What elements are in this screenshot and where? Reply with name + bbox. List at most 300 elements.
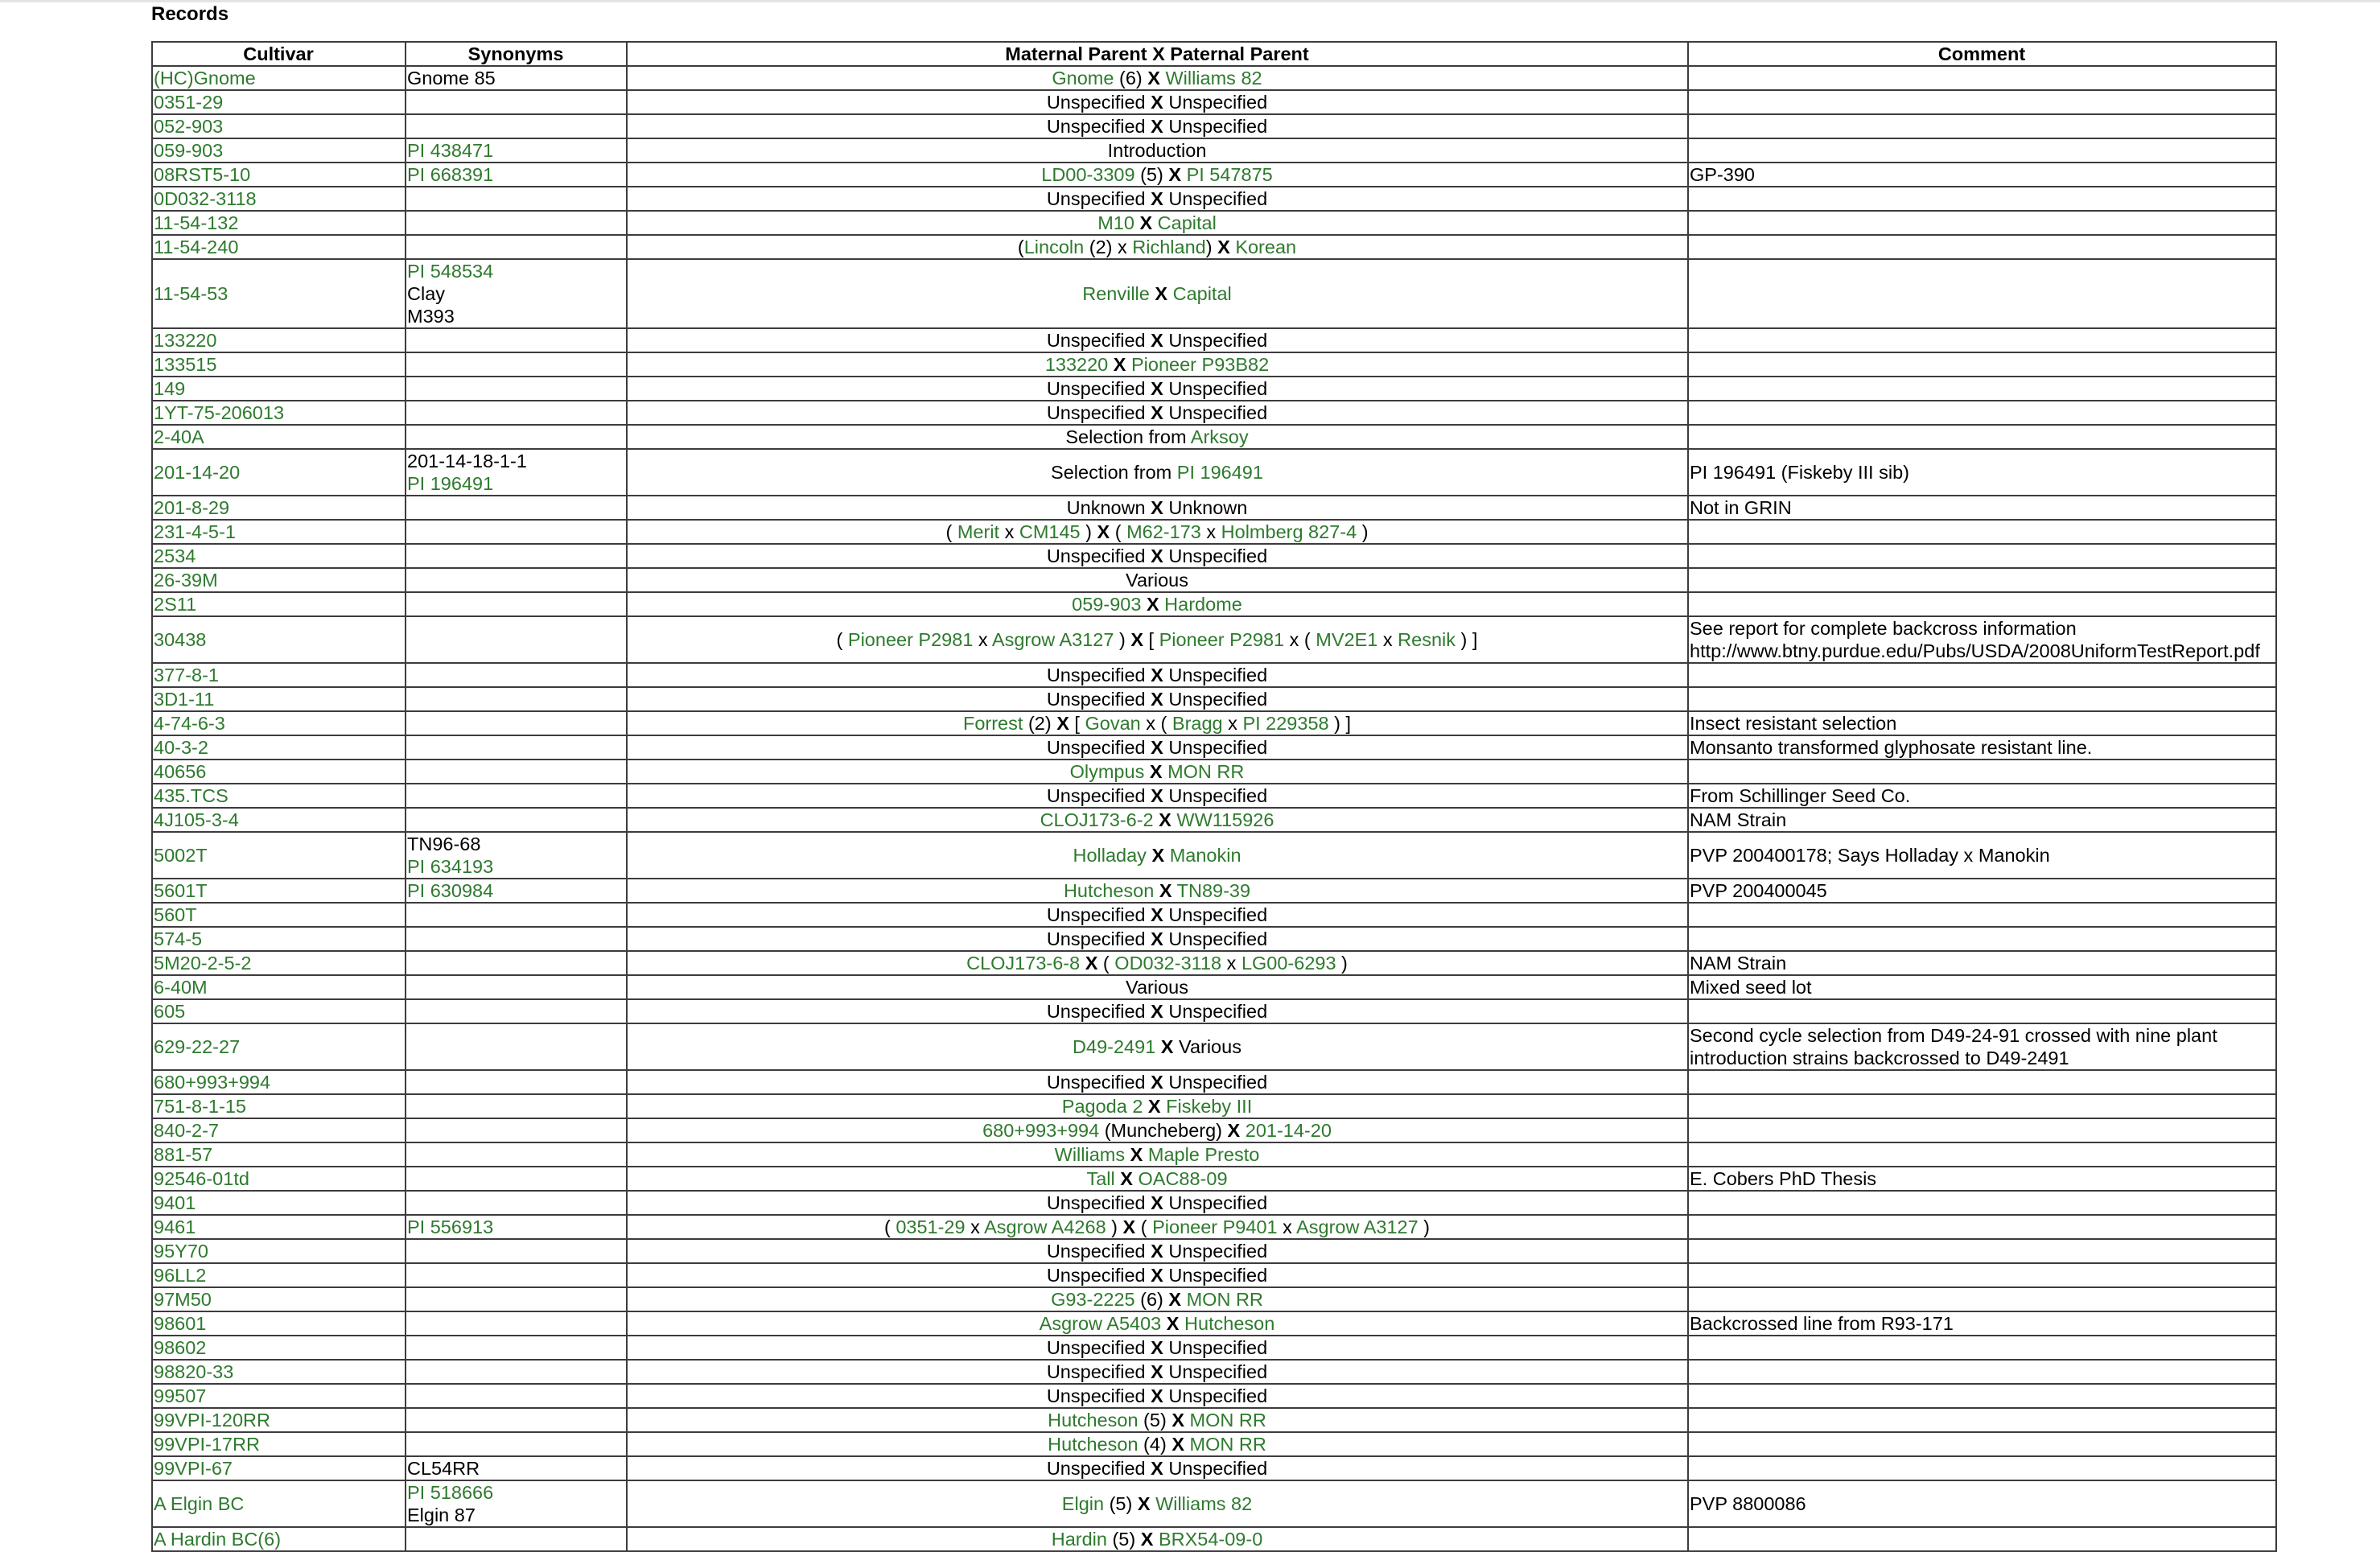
parent-link[interactable]: Lincoln — [1023, 237, 1085, 257]
parent-text: x ( — [1140, 713, 1172, 734]
table-body — [152, 66, 2276, 1551]
parent-link[interactable]: Hardome — [1164, 594, 1242, 615]
cultivar-link[interactable]: 30438 — [154, 629, 207, 650]
comment-cell — [1688, 1432, 2276, 1456]
parent-link[interactable]: Manokin — [1169, 845, 1241, 866]
parent-text: x ( — [1284, 629, 1316, 650]
comment-text: introduction strains backcrossed to D49-2491 — [1690, 1048, 2069, 1068]
comment-text: Backcrossed line from R93-171 — [1690, 1313, 1954, 1334]
cultivar-cell — [152, 1384, 406, 1408]
parent-link[interactable]: Govan — [1085, 713, 1141, 734]
table-row — [152, 1287, 2276, 1311]
comment-cell — [1688, 90, 2276, 114]
table-row — [152, 211, 2276, 235]
table-row — [152, 1239, 2276, 1263]
synonym-text: M393 — [407, 306, 455, 327]
cultivar-link[interactable]: A Elgin BC — [154, 1493, 245, 1514]
cultivar-link[interactable]: 40-3-2 — [154, 737, 208, 758]
parent-link[interactable]: Hutcheson — [1048, 1434, 1139, 1455]
cross-symbol: X — [1227, 1120, 1241, 1141]
parents-cell — [627, 568, 1688, 592]
cultivar-link[interactable]: 680+993+994 — [154, 1072, 271, 1093]
parents-cell — [627, 377, 1688, 401]
header-synonyms: Synonyms — [406, 42, 627, 66]
cross-symbol: X — [1151, 402, 1163, 423]
comment-cell — [1688, 1287, 2276, 1311]
parent-link[interactable]: G93-2225 — [1051, 1289, 1135, 1310]
table-row — [152, 951, 2276, 975]
table-row — [152, 832, 2276, 879]
comment-text: PVP 200400045 — [1690, 880, 1827, 901]
table-row — [152, 879, 2276, 903]
cultivar-link[interactable]: 11-54-132 — [154, 212, 239, 233]
table-row — [152, 520, 2276, 544]
parents-cell — [627, 401, 1688, 425]
cultivar-link[interactable]: 059-903 — [154, 140, 224, 161]
parent-link[interactable]: Merit — [957, 521, 1000, 542]
synonym-link[interactable]: PI 556913 — [407, 1216, 494, 1237]
cultivar-cell — [152, 259, 406, 328]
cultivar-link[interactable]: 201-14-20 — [154, 462, 241, 483]
cross-symbol: X — [1149, 761, 1163, 782]
table-row — [152, 401, 2276, 425]
synonyms-cell — [406, 259, 627, 328]
cultivar-cell — [152, 711, 406, 735]
parent-link[interactable]: Holmberg 827-4 — [1221, 521, 1357, 542]
parent-link[interactable]: Resnik — [1398, 629, 1456, 650]
parent-link[interactable]: MV2E1 — [1316, 629, 1378, 650]
parent-text: Unknown — [1066, 497, 1151, 518]
cultivar-link[interactable]: 605 — [154, 1001, 186, 1022]
cross-symbol: X — [1155, 283, 1168, 304]
parent-link[interactable]: Maple Presto — [1147, 1144, 1260, 1165]
cultivar-link[interactable]: 4J105-3-4 — [154, 809, 239, 830]
parent-text: ) — [1106, 1216, 1123, 1237]
parents-cell — [627, 927, 1688, 951]
parent-text: Unspecified — [1046, 1265, 1151, 1286]
synonyms-cell — [406, 401, 627, 425]
comment-cell — [1688, 1527, 2276, 1551]
parent-link[interactable]: Renville — [1082, 283, 1150, 304]
parent-link[interactable]: Fiskeby III — [1166, 1096, 1253, 1117]
cultivar-link[interactable]: 3D1-11 — [154, 689, 215, 710]
parent-link[interactable]: WW115926 — [1176, 809, 1274, 830]
parent-link[interactable]: CLOJ173-6-2 — [1040, 809, 1154, 830]
cultivar-link[interactable]: 377-8-1 — [154, 665, 219, 685]
synonyms-cell — [406, 1239, 627, 1263]
cultivar-link[interactable]: 92546-01td — [154, 1168, 249, 1189]
parent-link[interactable]: Korean — [1235, 237, 1297, 257]
synonyms-cell — [406, 1070, 627, 1094]
parent-link[interactable]: MON RR — [1167, 761, 1245, 782]
table-row — [152, 1336, 2276, 1360]
cultivar-link[interactable]: 0D032-3118 — [154, 188, 257, 209]
synonym-link[interactable]: PI 634193 — [407, 856, 494, 877]
cross-symbol: X — [1130, 1144, 1143, 1165]
parent-text: x — [965, 1216, 985, 1237]
comment-text: PVP 200400178; Says Holladay x Manokin — [1690, 845, 2050, 866]
parent-link[interactable]: Williams 82 — [1165, 68, 1262, 89]
table-row — [152, 187, 2276, 211]
synonym-text: Clay — [407, 283, 446, 304]
comment-cell — [1688, 1456, 2276, 1480]
cultivar-link[interactable]: 96LL2 — [154, 1265, 207, 1286]
cultivar-link[interactable]: 149 — [154, 378, 186, 399]
synonyms-cell — [406, 1118, 627, 1142]
parents-cell — [627, 879, 1688, 903]
cultivar-cell — [152, 592, 406, 616]
table-row — [152, 1263, 2276, 1287]
comment-cell — [1688, 328, 2276, 352]
comment-cell — [1688, 496, 2276, 520]
parents-cell — [627, 1263, 1688, 1287]
parent-text: Unspecified — [1046, 92, 1151, 113]
cultivar-cell — [152, 328, 406, 352]
cultivar-link[interactable]: 2S11 — [154, 594, 197, 615]
synonyms-cell — [406, 544, 627, 568]
parent-text: x — [1200, 521, 1221, 542]
parent-link[interactable]: PI 196491 — [1176, 462, 1263, 483]
parents-cell — [627, 999, 1688, 1023]
cross-symbol: X — [1171, 1410, 1184, 1431]
comment-cell — [1688, 1167, 2276, 1191]
cultivar-cell — [152, 235, 406, 259]
parent-text: Unspecified — [1046, 1458, 1151, 1479]
comment-cell — [1688, 211, 2276, 235]
parent-text: ) ] — [1328, 713, 1352, 734]
parent-link[interactable]: Forrest — [962, 713, 1023, 734]
parent-text: ( — [1110, 521, 1127, 542]
cultivar-link[interactable]: 08RST5-10 — [154, 164, 251, 185]
comment-cell — [1688, 832, 2276, 879]
parents-cell — [627, 520, 1688, 544]
cultivar-link[interactable]: 133515 — [154, 354, 217, 375]
cultivar-link[interactable]: 560T — [154, 904, 197, 925]
parents-cell — [627, 1480, 1688, 1527]
comment-cell — [1688, 592, 2276, 616]
parents-cell — [627, 592, 1688, 616]
parents-cell — [627, 903, 1688, 927]
synonyms-cell — [406, 1360, 627, 1384]
parents-cell — [627, 663, 1688, 687]
cultivar-link[interactable]: 99507 — [154, 1385, 207, 1406]
table-row — [152, 903, 2276, 927]
parent-link[interactable]: LG00-6293 — [1241, 953, 1336, 974]
synonyms-cell — [406, 760, 627, 784]
cultivar-link[interactable]: 0351-29 — [154, 92, 224, 113]
cultivar-link[interactable]: 840-2-7 — [154, 1120, 219, 1141]
parent-text: Unspecified — [1046, 116, 1151, 137]
synonyms-cell — [406, 328, 627, 352]
cultivar-link[interactable]: 574-5 — [154, 928, 203, 949]
comment-cell — [1688, 927, 2276, 951]
cultivar-link[interactable]: 98602 — [154, 1337, 207, 1358]
parent-link[interactable]: Arksoy — [1190, 426, 1249, 447]
synonym-link[interactable]: PI 548534 — [407, 261, 494, 282]
cross-symbol: X — [1151, 1265, 1163, 1286]
parents-cell — [627, 1384, 1688, 1408]
table-row — [152, 760, 2276, 784]
synonyms-cell — [406, 1142, 627, 1167]
parent-text: ) — [1114, 629, 1131, 650]
parent-link[interactable]: Pioneer P93B82 — [1131, 354, 1270, 375]
parent-text: Unspecified — [1046, 330, 1151, 351]
cross-symbol: X — [1113, 354, 1126, 375]
synonym-link[interactable]: PI 518666 — [407, 1482, 494, 1503]
cultivar-link[interactable]: 99VPI-17RR — [154, 1434, 260, 1455]
parents-cell — [627, 1142, 1688, 1167]
synonyms-cell — [406, 90, 627, 114]
cultivar-cell — [152, 1527, 406, 1551]
cultivar-link[interactable]: 881-57 — [154, 1144, 213, 1165]
parent-link[interactable]: Pioneer P2981 — [847, 629, 974, 650]
parent-link[interactable]: OAC88-09 — [1138, 1168, 1228, 1189]
cultivar-link[interactable]: A Hardin BC(6) — [154, 1529, 282, 1550]
parent-link[interactable]: Hutcheson — [1063, 880, 1155, 901]
cultivar-link[interactable]: 95Y70 — [154, 1241, 208, 1262]
cultivar-cell — [152, 449, 406, 496]
cultivar-link[interactable]: 98601 — [154, 1313, 207, 1334]
cultivar-link[interactable]: 26-39M — [154, 570, 218, 591]
synonym-link[interactable]: PI 630984 — [407, 880, 494, 901]
parent-text: (6) — [1134, 1289, 1169, 1310]
cross-symbol: X — [1151, 188, 1163, 209]
table-row — [152, 999, 2276, 1023]
parent-link[interactable]: OD032-3118 — [1114, 953, 1222, 974]
parent-text: Unknown — [1163, 497, 1248, 518]
comment-cell — [1688, 66, 2276, 90]
cultivar-link[interactable]: 11-54-240 — [154, 237, 239, 257]
cultivar-cell — [152, 520, 406, 544]
cultivar-cell — [152, 544, 406, 568]
cultivar-link[interactable]: 751-8-1-15 — [154, 1096, 246, 1117]
cultivar-cell — [152, 1311, 406, 1336]
parent-link[interactable]: Hardin — [1051, 1529, 1107, 1550]
parent-text: Unspecified — [1046, 402, 1151, 423]
cultivar-link[interactable]: 4-74-6-3 — [154, 713, 225, 734]
cultivar-cell — [152, 1360, 406, 1384]
parent-text: Introduction — [1107, 140, 1207, 161]
parents-cell — [627, 235, 1688, 259]
parent-link[interactable]: BRX54-09-0 — [1158, 1529, 1263, 1550]
synonyms-cell — [406, 1336, 627, 1360]
cross-symbol: X — [1151, 904, 1163, 925]
cultivar-link[interactable]: 99VPI-120RR — [154, 1410, 270, 1431]
cross-symbol: X — [1130, 629, 1144, 650]
cultivar-link[interactable]: 40656 — [154, 761, 207, 782]
synonym-link[interactable]: PI 438471 — [407, 140, 494, 161]
top-divider — [0, 0, 2380, 2]
comment-text: Second cycle selection from D49-24-91 crossed with nine plant — [1690, 1025, 2217, 1046]
parent-link[interactable]: M62-173 — [1126, 521, 1201, 542]
cross-symbol: X — [1159, 880, 1172, 901]
cultivar-cell — [152, 808, 406, 832]
synonyms-cell — [406, 425, 627, 449]
cross-symbol: X — [1137, 1493, 1151, 1514]
cultivar-link[interactable]: 1YT-75-206013 — [154, 402, 285, 423]
cultivar-cell — [152, 1456, 406, 1480]
parent-link[interactable]: Asgrow A3127 — [1296, 1216, 1419, 1237]
parent-link[interactable]: Olympus — [1069, 761, 1145, 782]
synonym-link[interactable]: PI 196491 — [407, 473, 494, 494]
table-row — [152, 1215, 2276, 1239]
cultivar-cell — [152, 663, 406, 687]
parents-cell — [627, 90, 1688, 114]
parent-text: Unspecified — [1163, 116, 1268, 137]
cultivar-cell — [152, 975, 406, 999]
parent-link[interactable]: 059-903 — [1072, 594, 1142, 615]
comment-cell — [1688, 1384, 2276, 1408]
parent-link[interactable]: Williams — [1054, 1144, 1126, 1165]
parent-link[interactable]: PI 229358 — [1242, 713, 1329, 734]
cultivar-link[interactable]: 5002T — [154, 845, 208, 866]
cultivar-link[interactable]: 5601T — [154, 880, 208, 901]
comment-cell — [1688, 1023, 2276, 1070]
cultivar-link[interactable]: 5M20-2-5-2 — [154, 953, 252, 974]
cultivar-link[interactable]: 97M50 — [154, 1289, 212, 1310]
cultivar-link[interactable]: 99VPI-67 — [154, 1458, 233, 1479]
comment-cell — [1688, 975, 2276, 999]
cross-symbol: X — [1151, 1241, 1163, 1262]
synonyms-cell — [406, 663, 627, 687]
parent-link[interactable]: Elgin — [1061, 1493, 1105, 1514]
parent-text: Unspecified — [1163, 1458, 1268, 1479]
synonyms-cell — [406, 1480, 627, 1527]
table-row — [152, 1118, 2276, 1142]
parent-link[interactable]: PI 547875 — [1186, 164, 1273, 185]
parents-cell — [627, 760, 1688, 784]
parent-link[interactable]: MON RR — [1189, 1434, 1266, 1455]
cultivar-link[interactable]: (HC)Gnome — [154, 68, 256, 89]
cross-symbol: X — [1168, 164, 1182, 185]
comment-cell — [1688, 235, 2276, 259]
parents-cell — [627, 616, 1688, 663]
cross-symbol: X — [1151, 545, 1163, 566]
parent-link[interactable]: CLOJ173-6-8 — [966, 953, 1081, 974]
parent-text: Unspecified — [1163, 402, 1268, 423]
cultivar-link[interactable]: 201-8-29 — [154, 497, 230, 518]
parent-text: ( — [1097, 953, 1115, 974]
parent-text: Unspecified — [1046, 188, 1151, 209]
cross-symbol: X — [1217, 237, 1230, 257]
table-row — [152, 1191, 2276, 1215]
parents-cell — [627, 187, 1688, 211]
cultivar-link[interactable]: 052-903 — [154, 116, 224, 137]
parent-link[interactable]: Asgrow A3127 — [991, 629, 1114, 650]
synonym-link[interactable]: PI 668391 — [407, 164, 494, 185]
comment-cell — [1688, 808, 2276, 832]
parent-link[interactable]: Pioneer P2981 — [1159, 629, 1285, 650]
parent-link[interactable]: Hutcheson — [1048, 1410, 1139, 1431]
synonyms-cell — [406, 211, 627, 235]
parent-link[interactable]: 133220 — [1044, 354, 1109, 375]
cultivar-link[interactable]: 2534 — [154, 545, 196, 566]
parent-link[interactable]: Pagoda 2 — [1061, 1096, 1143, 1117]
cultivar-cell — [152, 1239, 406, 1263]
parent-link[interactable]: M10 — [1097, 212, 1134, 233]
parent-link[interactable]: 680+993+994 — [982, 1120, 1100, 1141]
table-row — [152, 592, 2276, 616]
parent-text: (4) — [1138, 1434, 1172, 1455]
parent-link[interactable]: Holladay — [1073, 845, 1147, 866]
parent-text: Unspecified — [1046, 1337, 1151, 1358]
parent-text: ( — [945, 521, 957, 542]
synonym-text: TN96-68 — [407, 834, 481, 854]
parent-link[interactable]: D49-2491 — [1073, 1036, 1156, 1057]
cultivar-cell — [152, 687, 406, 711]
parents-cell — [627, 163, 1688, 187]
parent-link[interactable]: MON RR — [1189, 1410, 1266, 1431]
cultivar-link[interactable]: 2-40A — [154, 426, 204, 447]
cultivar-link[interactable]: 98820-33 — [154, 1361, 234, 1382]
parent-link[interactable]: CM145 — [1019, 521, 1081, 542]
comment-cell — [1688, 1408, 2276, 1432]
parent-link[interactable]: Gnome — [1052, 68, 1114, 89]
parent-link[interactable]: TN89-39 — [1176, 880, 1251, 901]
parent-text: ) — [1080, 521, 1097, 542]
parent-link[interactable]: Asgrow A5403 — [1039, 1313, 1162, 1334]
comment-cell — [1688, 114, 2276, 138]
cultivar-link[interactable]: 435.TCS — [154, 785, 229, 806]
parent-link[interactable]: MON RR — [1186, 1289, 1263, 1310]
synonyms-cell — [406, 735, 627, 760]
cultivar-link[interactable]: 6-40M — [154, 977, 208, 998]
parent-link[interactable]: 201-14-20 — [1245, 1120, 1332, 1141]
cross-symbol: X — [1146, 594, 1159, 615]
parent-link[interactable]: LD00-3309 — [1041, 164, 1135, 185]
cultivar-link[interactable]: 11-54-53 — [154, 283, 229, 304]
parent-link[interactable]: Bragg — [1171, 713, 1223, 734]
parent-text: x — [1221, 953, 1241, 974]
records-table — [151, 41, 2277, 1552]
parent-link[interactable]: Pioneer P9401 — [1152, 1216, 1278, 1237]
cultivar-link[interactable]: 9401 — [154, 1192, 196, 1213]
synonyms-cell — [406, 66, 627, 90]
parent-link[interactable]: Williams 82 — [1155, 1493, 1253, 1514]
parents-cell — [627, 352, 1688, 377]
parent-link[interactable]: Capital — [1172, 283, 1232, 304]
synonyms-cell — [406, 568, 627, 592]
parents-cell — [627, 1094, 1688, 1118]
table-row — [152, 544, 2276, 568]
parent-link[interactable]: 0351-29 — [896, 1216, 966, 1237]
comment-cell — [1688, 1142, 2276, 1167]
cultivar-cell — [152, 1023, 406, 1070]
synonyms-cell — [406, 592, 627, 616]
synonym-text: Gnome 85 — [407, 68, 496, 89]
parent-link[interactable]: Richland — [1132, 237, 1206, 257]
cultivar-link[interactable]: 231-4-5-1 — [154, 521, 236, 542]
parent-text: (Muncheberg) — [1099, 1120, 1228, 1141]
parent-link[interactable]: Capital — [1157, 212, 1217, 233]
table-row — [152, 1480, 2276, 1527]
cultivar-cell — [152, 568, 406, 592]
parents-cell — [627, 808, 1688, 832]
parents-cell — [627, 1167, 1688, 1191]
cultivar-link[interactable]: 629-22-27 — [154, 1036, 241, 1057]
synonyms-cell — [406, 1287, 627, 1311]
cross-symbol: X — [1151, 1001, 1163, 1022]
parent-link[interactable]: Hutcheson — [1184, 1313, 1275, 1334]
table-row — [152, 711, 2276, 735]
cultivar-cell — [152, 377, 406, 401]
parent-link[interactable]: Asgrow A4268 — [984, 1216, 1106, 1237]
parent-text: Selection from — [1065, 426, 1191, 447]
parent-text: Unspecified — [1046, 689, 1151, 710]
parent-link[interactable]: Tall — [1086, 1168, 1115, 1189]
cultivar-link[interactable]: 133220 — [154, 330, 217, 351]
cultivar-link[interactable]: 9461 — [154, 1216, 196, 1237]
